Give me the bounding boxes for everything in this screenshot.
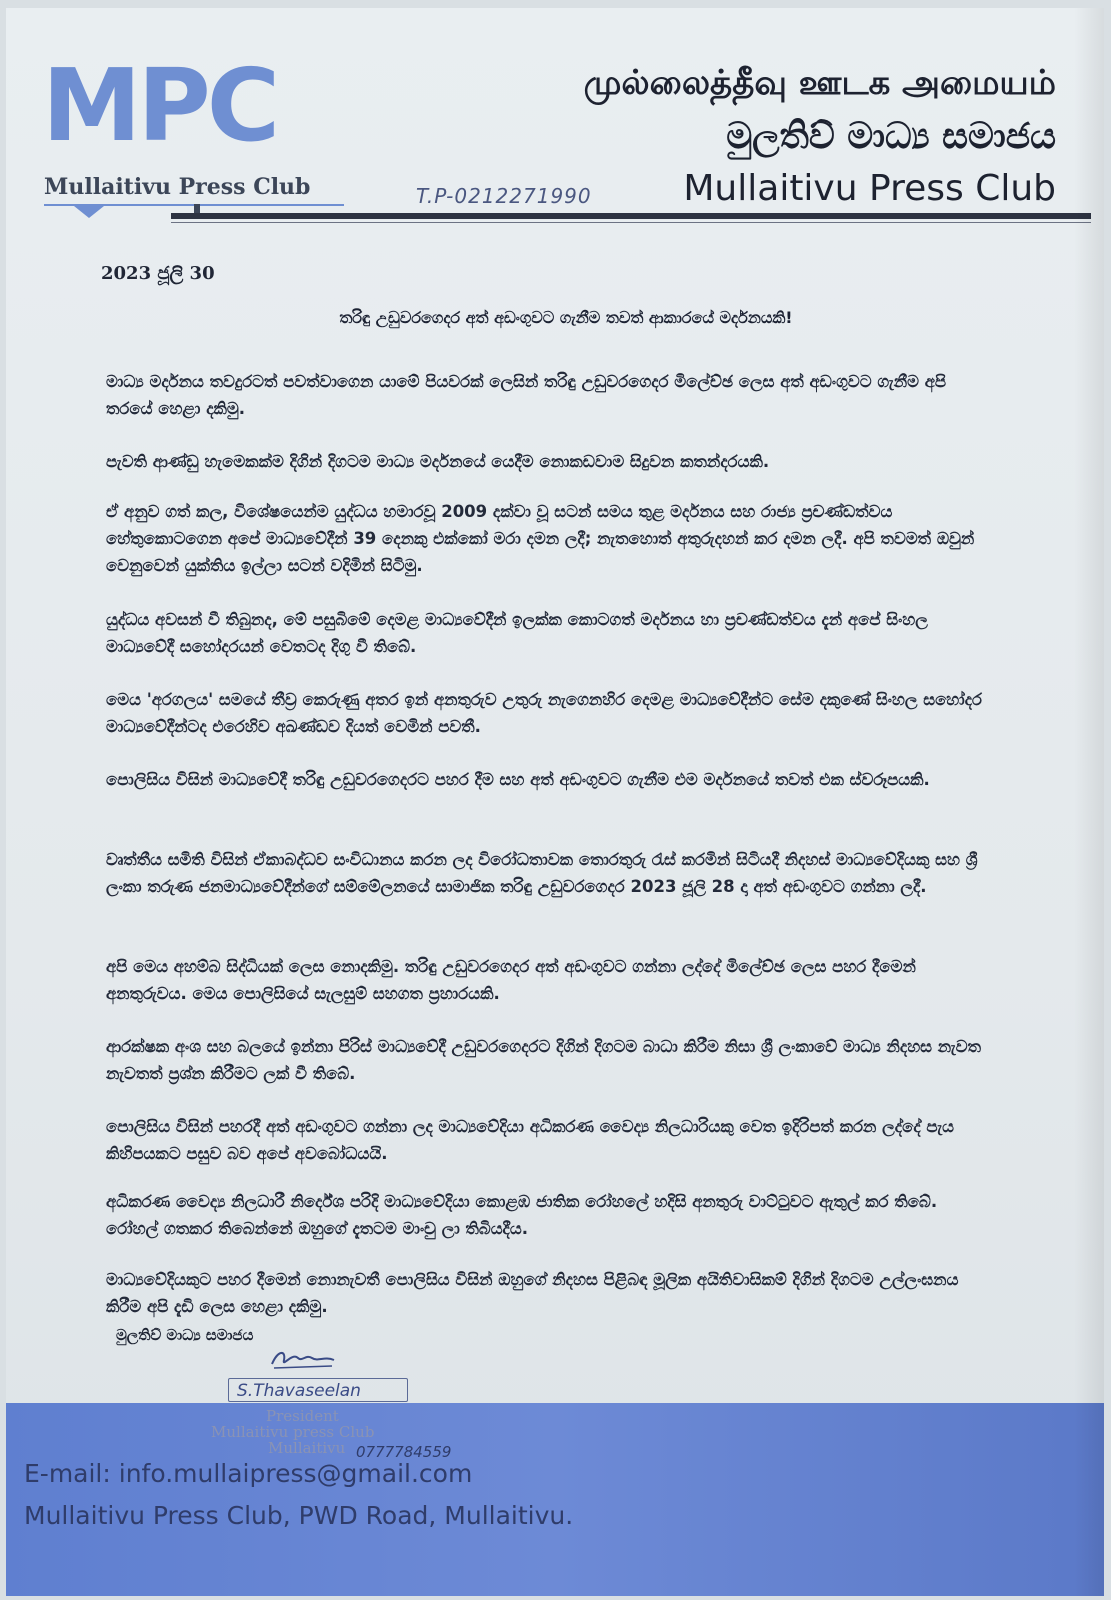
footer-email: E-mail: info.mullaipress@gmail.com: [24, 1459, 473, 1488]
paragraph: මාධ්‍ය මර්දනය තවදුරටත් පවත්වාගෙන යාමේ පියවරක් ලෙසින් තරිඳු උඩුවරගෙදර මිලේච්ඡ ලෙස අත් අඩංගුවට ගැනීම අපි තරයේ හෙළා දකිමු.: [106, 372, 947, 418]
org-title-english: Mullaitivu Press Club: [683, 168, 1056, 209]
paragraph: අපි මෙය අහම්බ සිද්ධියක් ලෙස නොදකිමු. තරිඳු උඩුවරගෙදර අත් අඩංගුවට ගන්නා ලද්දේ මිලේච්ඡ ලෙස පහර දීමෙන් අනතුරුවය. මෙය පොලිසියේ සැලසුම් සහගත ප්‍රහාරයකි.: [106, 957, 916, 1003]
signature-icon: [268, 1344, 338, 1372]
header-divider: [171, 213, 1091, 219]
mpc-logo: [42, 47, 352, 236]
paragraph: පැවති ආණ්ඩු හැමෙකක්ම දිගින් දිගටම මාධ්‍ය මර්දනයේ යෙදීම නොකඩවාම සිදුවන කතන්දරයකි.: [106, 452, 770, 471]
stamp-org: Mullaitivu press Club: [211, 1423, 375, 1441]
signoff: මුලතිව් මාධ්‍ය සමාජය: [116, 1326, 254, 1344]
paragraph: ආරක්ෂක අංශ සහ බලයේ ඉන්නා පිරිස් මාධ්‍යවේදී උඩුවරගෙදරට දිගින් දිගටම බාධා කිරීම නිසා ශ්‍රී ලංකාවේ මාධ්‍ය නිදහස නැවත නැවතත් ප්‍රශ්න කිරීමට ලක් වී තිබේ.: [106, 1037, 982, 1083]
paragraph: පොලිසිය විසින් පහරදී අත් අඩංගුවට ගන්නා ලද මාධ්‍යවේදියා අධිකරණ වෛද්‍ය නිලධාරියකු වෙත ඉදිරිපත් කරන ලද්දේ පැය කිහිපයකට පසුව බව අපේ අවබෝධයයි.: [106, 1117, 955, 1163]
letter-date: 2023 ජූලි 30: [101, 263, 215, 284]
paragraph: මාධ්‍යවේදියකුට පහර දීමෙන් නොනැවතී පොලිසිය විසින් ඔහුගේ නිදහස පිළිබඳ මූලික අයිතිවාසිකම් දිගින් දිගටම උල්ලංඝනය කිරීම අපි දැඩි ලෙස හෙළා දකිමු.: [106, 1270, 959, 1316]
paragraph: මෙය 'අරගලය' සමයේ තීව්‍ර කෙරුණු අතර ඉන් අනතුරුව උතුරු නැගෙනහිර දෙමළ මාධ්‍යවේදීන්ට සේම දකුණේ සිංහල සහෝදර මාධ්‍යවේදීන්ටද එරෙහිව අඛණ්ඩව දියත් වෙමින් පවතී.: [106, 690, 983, 736]
paragraph: අධිකරණ වෛද්‍ය නිලධාරී නිර්දේශ පරිදි මාධ්‍යවේදියා කොළඹ ජාතික රෝහලේ හදිසි අනතුරු වාට්ටුවට ඇතුල් කර තිබේ. රෝහල් ගතකර තිබෙන්නේ ඔහුගේ දැතටම මාංචු ලා තිබියදීය.: [106, 1192, 938, 1238]
stamp-phone: 0777784559: [356, 1443, 452, 1461]
header-divider-thin: [171, 222, 1091, 223]
letter-subject: තරිඳු උඩුවරගෙදර අත් අඩංගුවට ගැනීම තවත් ආකාරයේ මර්දනයකි!: [339, 308, 793, 327]
org-title-sinhala: මුලතිව් මාධ්‍ය සමාජය: [726, 116, 1056, 157]
footer-address: Mullaitivu Press Club, PWD Road, Mullaitivu.: [24, 1501, 574, 1530]
paragraph: පොලිසිය විසින් මාධ්‍යවේදී තරිඳු උඩුවරගෙදරට පහර දීම සහ අත් අඩංගුවට ගැනීම එම මර්දනයේ තවත් එක ස්වරූපයකි.: [106, 770, 930, 789]
paragraph: යුද්ධය අවසන් වී තිබුනද, මේ පසුබිමේ දෙමළ මාධ්‍යවේදීන් ඉලක්ක කොටගත් මර්දනය හා ප්‍රචණ්ඩත්වය දැන් අපේ සිංහල මාධ්‍යවේදී සහෝදරයන් වෙතටද දිගු වී තිබේ.: [106, 610, 928, 656]
signature-name-stamp: S.Thavaseelan: [228, 1378, 408, 1402]
page-edge-shadow: [1074, 8, 1104, 1596]
paragraph: වෘත්තීය සමිති විසින් ඒකාබද්ධව සංවිධානය කරන ලද විරෝධතාවක තොරතුරු රැස් කරමින් සිටියදී නිදහස් මාධ්‍යවේදියකු සහ ශ්‍රී ලංකා තරුණ ජනමාධ්‍යවේදීන්ගේ සම්මේලනයේ සාමාජික තරිඳු උඩුවරගෙදර 2023 ජූලි 28 දා අත් අඩංගුවට ගන්නා ලදී.: [106, 850, 978, 896]
org-title-tamil: முல்லைத்தீவு ஊடக அமையம்: [583, 63, 1056, 103]
paragraph: ඒ අනුව ගත් කල, විශේෂයෙන්ම යුද්ධය හමාරවූ 2009 දක්වා වූ සටන් සමය තුළ මර්දනය සහ රාජ්‍ය ප්‍රචණ්ඩත්වය හේතුකොටගෙන අපේ මාධ්‍යවේදීන් 39 දෙනකු එක්කෝ මරා දමන ලදී; නැතහොත් අතුරුදහන් කර දමන ලදී. අපි තවමත් ඔවුන් වෙනුවෙන් යුක්තිය ඉල්ලා සටන් වදිමින් සිටිමු.: [106, 502, 975, 575]
stamp-place: Mullaitivu: [268, 1439, 346, 1457]
handwritten-phone: T.P-0212271990: [416, 184, 592, 208]
logo-letters: MPC: [42, 47, 277, 164]
letter-page: [6, 8, 1104, 1596]
stamp-title: President: [266, 1407, 339, 1425]
logo-name: Mullaitivu Press Club: [44, 174, 311, 200]
footer-band: [6, 1403, 1104, 1596]
